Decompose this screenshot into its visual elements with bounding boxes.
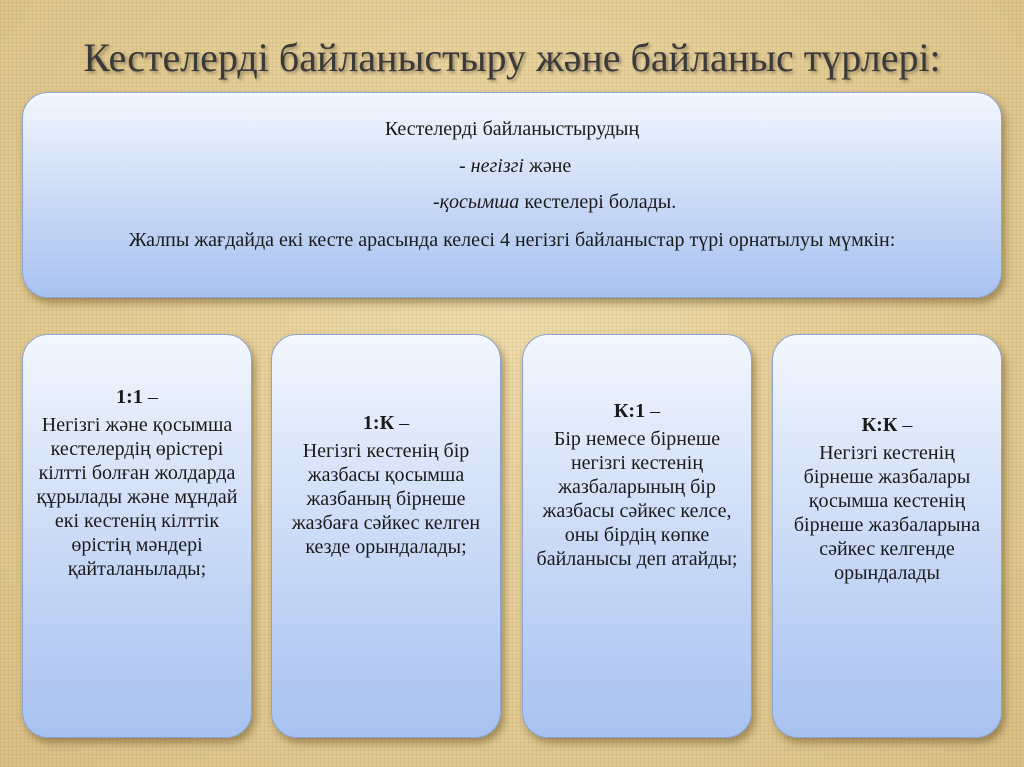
card-description: Негізгі және қосымша кестелердің өрістері кілтті болған жолдарда құрылады және мұндай екі кестенің кілттік өрістің мәндері қайталанылады; xyxy=(36,414,238,580)
card-description: Негізгі кестенің бір жазбасы қосымша жазбаның бірнеше жазбаға сәйкес келген кезде орындалады; xyxy=(291,440,481,558)
relation-card-1-k xyxy=(271,334,501,738)
card-description: Негізгі кестенің бірнеше жазбалары қосымша кестенің бірнеше жазбаларына сәйкес келгенде орындалады xyxy=(793,442,981,584)
intro-panel xyxy=(22,92,1002,298)
relation-card-k-k xyxy=(772,334,1002,738)
intro-additional-word: қосымша xyxy=(439,191,520,213)
card-heading: 1:1 – xyxy=(116,386,158,408)
intro-line-1: Кестелерді байланыстырудың xyxy=(384,118,640,140)
card-heading: 1:К – xyxy=(362,412,410,434)
intro-line-4: Жалпы жағдайда екі кесте арасында келесі 4 негізгі байланыстар түрі орнатылуы мүмкін: xyxy=(128,229,896,251)
card-heading: К:К – xyxy=(861,414,913,436)
relation-card-k-1 xyxy=(522,334,752,738)
intro-main-word: негізгі xyxy=(470,155,524,177)
slide-title: Кестелерді байланыстыру және байланыс түрлері: xyxy=(83,35,941,80)
intro-line-2: - негізгі және xyxy=(459,155,572,177)
card-description: Бір немесе бірнеше негізгі кестенің жазбаларының бір жазбасы сәйкес келсе, оны бірдің көпке байланысы деп атайды; xyxy=(536,428,738,570)
relation-card-1-1 xyxy=(22,334,252,738)
intro-line-3: -қосымша кестелері болады. xyxy=(433,191,677,213)
card-heading: К:1 – xyxy=(613,400,661,422)
